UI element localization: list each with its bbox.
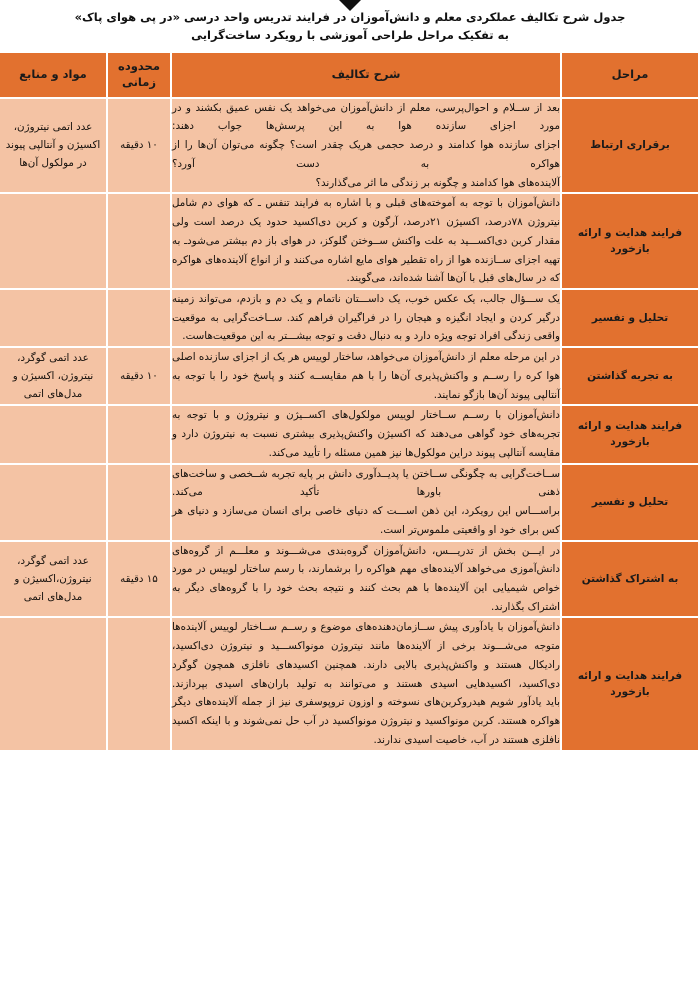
time-cell <box>108 406 170 462</box>
materials-cell <box>0 618 106 749</box>
description-paragraph: آلاینده‌های هوا کدامند و چگونه بر زندگی ما اثر می‌گذارند؟ <box>315 176 560 189</box>
time-cell <box>108 618 170 749</box>
stage-cell: فرایند هدایت و ارائه بازخورد <box>562 618 698 749</box>
stage-cell: فرایند هدایت و ارائه بازخورد <box>562 194 698 288</box>
table-row <box>0 348 698 404</box>
materials-cell <box>0 290 106 346</box>
description-cell <box>172 542 560 617</box>
description-cell <box>172 465 560 540</box>
description-paragraph: ســاخت‌گرایی به چگونگی ســاختن یا پدیــدآوری دانش بر پایه تجربه شــخصی و ساخت‌های ذهنی باورها تأکید می‌کند. <box>172 467 560 499</box>
time-cell <box>108 465 170 540</box>
description-paragraph: اجزای سازنده هوا کدامند و درصد حجمی هریک چقدر است؟ چگونه می‌توان آن‌ها را از هواکره به دست آورد؟ <box>172 139 560 170</box>
description-cell <box>172 406 560 462</box>
table-row <box>0 618 698 749</box>
assignments-table <box>0 51 700 752</box>
description-cell <box>172 194 560 288</box>
stage-cell: فرایند هدایت و ارائه بازخورد <box>562 406 698 462</box>
stage-cell: برقراری ارتباط <box>562 99 698 193</box>
materials-cell: عدد اتمی گوگرد، نیتروژن،اکسیژن و مدل‌های اتمی <box>0 542 106 617</box>
table-header-row <box>0 53 698 97</box>
table-row <box>0 99 698 193</box>
time-cell <box>108 194 170 288</box>
description-paragraph: باید یادآور شویم هیدروکربن‌های نسوخته و اوزون تروپوسفری نیز از جمله آلاینده‌های دیگر هواکره هستند. کربن مونواکسید و نیتروژن مونواکسید در آب حل نمی‌شوند و با اینکه اکسید نافلزی هستند در آب، خاصیت اسیدی ندارند. <box>172 696 560 746</box>
description-cell <box>172 348 560 404</box>
description-paragraph: در این مرحله معلم از دانش‌آموزان می‌خواهد، ساختار لوییس هر یک از اجزای سازنده اصلی هوا کره را رســم و واکنش‌پذیری آن‌ها را با هم مقایســه کنند و پاسخ خود را با توجه به آنتالپی پیوند آن‌ها بازگو نمایند. <box>172 351 560 401</box>
table-row <box>0 542 698 617</box>
time-cell: ۱۰ دقیقه <box>108 99 170 193</box>
materials-cell <box>0 194 106 288</box>
materials-cell <box>0 465 106 540</box>
page-title-line-1: جدول شرح تکالیف عملکردی معلم و دانش‌آموزان در فرایند تدریس واحد درسی «در پی هوای پاک» <box>74 10 626 24</box>
description-cell <box>172 290 560 346</box>
description-paragraph: بعد از ســلام و احوال‌پرسی، معلم از دانش‌آموزان می‌خواهد یک نفس عمیق بکشند و در مورد اجزای سازنده هوا به این پرسش‌ها جواب دهند: <box>172 101 560 133</box>
description-paragraph: دانش‌آموزان با توجه به آموخته‌های قبلی و با اشاره به فرایند تنفس ـ که هوای دم شامل نیتروژن ۷۸درصد، اکسیژن ۲۱درصد، آرگون و کربن دی‌اکسید حدود یک درصد است ولی مقدار کربن دی‌اکســـید به علت واکنش ســوختن گلوکز، در هوای باز دم بیشتر می‌شودـ به تهیه اجزای ســازنده هوا از راه تقطیر هوای مایع اشاره می‌کنند و از انواع آلاینده‌های هواکره که در سال‌های قبل با آن‌ها آشنا شده‌اند، می‌گویند. <box>172 197 560 285</box>
time-cell: ۱۰ دقیقه <box>108 348 170 404</box>
column-header-description: شرح تکالیف <box>172 53 560 97</box>
table-body <box>0 99 698 750</box>
materials-cell: عدد اتمی نیتروژن، اکسیژن و آنتالپی پیوند در مولکول آن‌ها <box>0 99 106 193</box>
description-paragraph: براســـاس این رویکرد، این ذهن اســـت که دنیای خاصی برای انسان می‌سازد و دنیای هر کس برای خود او واقعیتی ملموس‌تر است. <box>172 505 560 536</box>
materials-cell <box>0 406 106 462</box>
table-header <box>0 53 698 97</box>
description-cell <box>172 99 560 193</box>
stage-cell: تحلیل و تفسیر <box>562 465 698 540</box>
table-row <box>0 290 698 346</box>
description-cell <box>172 618 560 749</box>
stage-cell: به اشتراک گذاشتن <box>562 542 698 617</box>
description-paragraph: در ایـــن بخش از تدریـــس، دانش‌آموزان گروه‌بندی می‌شـــوند و معلـــم از گروه‌های دانش‌آموزی می‌خواهد آلاینده‌های مهم هواکره را برشمارند، با رسم ساختار لوییس در مورد خواص شیمیایی این آلاینده‌ها با هم بحث کنند و نتیجه بحث خود را با گروه‌های دیگر به اشتراک بگذارند. <box>172 544 560 613</box>
time-cell: ۱۵ دقیقه <box>108 542 170 617</box>
column-header-time: محدوده زمانی <box>108 53 170 97</box>
table-row <box>0 406 698 462</box>
time-cell <box>108 290 170 346</box>
page-title-block <box>0 0 700 51</box>
triangle-marker-icon <box>339 0 361 11</box>
description-paragraph: یک ســـؤال جالب، یک عکس خوب، یک داســـتان ناتمام و یک دم و بازدم، می‌تواند زمینه درگیر کردن و ایجاد انگیزه و هیجان را در فراگیران فراهم کند. ســاخت‌گرایی به موقعیت واقعی زندگی افراد توجه ویژه دارد و به دنبال دقت و توجه بیشـــتر به این موقعیت‌هاست. <box>172 292 560 343</box>
page-title-line-2: به تفکیک مراحل طراحی آموزشی با رویکرد ساخت‌گرایی <box>191 27 509 42</box>
materials-cell: عدد اتمی گوگرد، نیتروژن، اکسیژن و مدل‌های اتمی <box>0 348 106 404</box>
description-paragraph: دانش‌آموزان با رســم ســاختار لوییس مولکول‌های اکســیژن و نیتروژن و با توجه به تجربه‌های خود گواهی می‌دهند که اکسیژن واکنش‌پذیری بیشتری نسبت به نیتروژن دارد و مقایسه آنتالپی پیوند دراین مولکول‌ها نیز همین مسئله را تأیید می‌کند. <box>172 409 560 459</box>
column-header-stage: مراحل <box>562 53 698 97</box>
table-row <box>0 194 698 288</box>
column-header-materials: مواد و منابع <box>0 53 106 97</box>
stage-cell: به تجربه گذاشتن <box>562 348 698 404</box>
table-row <box>0 465 698 540</box>
description-paragraph: دانش‌آموزان با یادآوری پیش ســازمان‌دهنده‌های موضوع و رســم ســاختار لوییس آلاینده‌ها متوجه می‌شـــوند برخی از آلاینده‌ها مانند نیتروژن مونواکســـید و نیتروژن دی‌اکسید، رادیکال هستند و واکنش‌پذیری بالایی دارند. همچنین اکسیدهای نافلزی همچون گوگرد دی‌اکسید، اکسیدهایی اسیدی هستند و می‌توانند به تولید باران‌های اسیدی بپردازند. <box>172 621 560 690</box>
stage-cell: تحلیل و تفسیر <box>562 290 698 346</box>
